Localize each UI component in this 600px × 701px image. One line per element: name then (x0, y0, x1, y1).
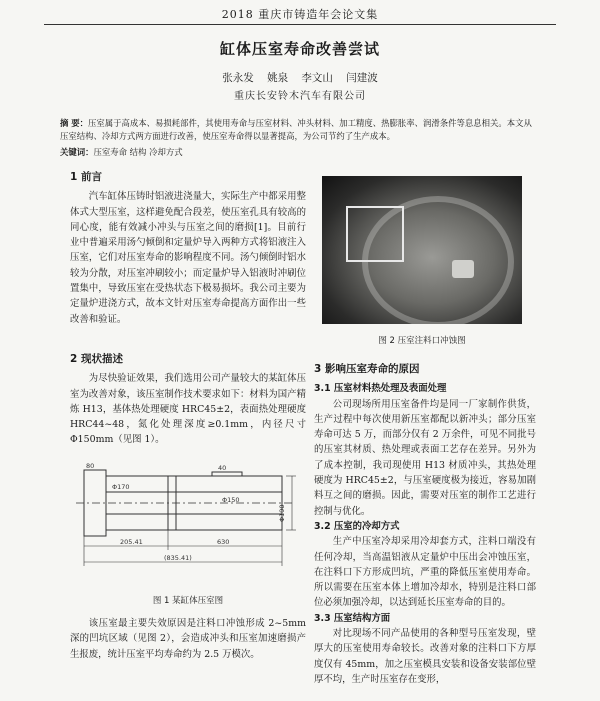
authors: 张永发 姚泉 李文山 闫建波 (222, 72, 378, 84)
section-2-cont (70, 616, 306, 662)
header-rule (44, 24, 556, 25)
section-heading: 3 影响压室寿命的原因 (314, 363, 420, 375)
dim-label: Φ150 (222, 496, 240, 504)
keywords-text: 压室寿命 结构 冷却方式 (93, 147, 183, 157)
section-paragraph: 对比现场不同产品使用的各种型号压室发现，壁厚大的压室使用寿命较长。改善对象的注料口下方厚度仅有 45mm，加之压室模具安装和设备安装部位壁厚不均，生产时压室存在变形， (314, 628, 536, 685)
section-paragraph: 生产中压室冷却采用冷却套方式，注料口端没有任何冷却，当高温铝液从定量炉中压出会冲蚀压室，在注料口下方形成凹坑，严重的降低压室使用寿命。所以需要在压室本体上增加冷却水，特别是注料口部位必须加强冷却，以达到延长压室寿命的目的。 (314, 536, 536, 609)
abstract-text: 压室属于高成本、易损耗部件，其使用寿命与压室材料、冲头材料、加工精度、热膨胀率、润滑条件等息息相关。本文从压室结构、冷却方式两方面进行改善，使压室寿命得以显著提高，为公司节约了生产成本。 (60, 118, 532, 141)
figure-2-photo (322, 176, 522, 324)
section-paragraph: 该压室最主要失效原因是注料口冲蚀形成 2~5mm 深的凹坑区域（见图 2），会造成冲头和压室加速磨损产生报废，统计压室平均寿命约为 2.5 万模次。 (70, 618, 306, 660)
section-paragraph: 公司现场所用压室备件均是同一厂家制作供货，生产过程中每次使用新压室都配以新冲头；部分压室寿命可达 5 万，而部分仅有 2 万余件，可见不同批号的压室其材质、热处理或表面工艺存在差异。另外为了成本控制，我司现使用 H13 材质冲头，其热处理硬度为 HRC45±2，与压室硬度极为接近，容易加剧料互之间的磨损。因此，需要对压室的制作工艺进行控制与优化。 (314, 398, 536, 517)
keywords (60, 146, 540, 158)
paper-title: 缸体压室寿命改善尝试 (219, 40, 380, 58)
figure-1-drawing (72, 462, 302, 582)
dim-label: 40 (218, 464, 227, 472)
subsection-heading: 3.1 压室材料热处理及表面处理 (314, 383, 447, 395)
dim-label: (835.41) (164, 554, 192, 562)
reflection-spot (452, 260, 474, 278)
dim-label: Φ190 (278, 504, 286, 522)
dim-label: 630 (217, 538, 230, 546)
dim-label: 80 (86, 462, 95, 470)
section-paragraph: 汽车缸体压铸时铝液进浇量大，实际生产中都采用整体式大型压室，这样避免配合段差，使压室孔具有较高的同心度，能有效减小冲头与压室之间的磨损[1]。目前行业中普遍采用汤勺倾倒和定量炉导入两种方式将铝液注入压室，它们对压室寿命的影响程度不同。汤勺倾倒时铝水较为分散，对压室冲刷较小；而定量炉导入铝液时冲刷位置集中，导致压室在受热状态下极易损坏。我公司主要为定量炉进浇方式，故本文针对压室寿命提高方面作出一些改善和验证。 (70, 191, 306, 325)
running-header: 2018 重庆市铸造年会论文集 (221, 8, 379, 21)
erosion-highlight-box (346, 206, 404, 262)
section-heading: 1 前言 (70, 171, 102, 183)
abstract-label: 摘 要： (60, 118, 89, 128)
dim-label: Φ170 (112, 483, 130, 491)
section-2 (70, 352, 306, 448)
section-3 (314, 362, 536, 687)
affiliation: 重庆长安铃木汽车有限公司 (234, 91, 366, 102)
abstract (60, 117, 540, 143)
section-paragraph: 为尽快验证效果，我们选用公司产量较大的某缸体压室为改善对象，该压室制作技术要求如下：材料为国产精炼 H13，基体热处理硬度 HRC45±2，表面热处理硬度 HRC44~48，氮化处理深度≥0.1mm，内径尺寸Φ150mm（见图 1）。 (70, 373, 306, 446)
figure-2-caption: 图 2 压室注料口冲蚀图 (378, 336, 466, 346)
keywords-label: 关键词： (60, 147, 94, 157)
subsection-heading: 3.3 压室结构方面 (314, 612, 391, 624)
dim-label: 205.41 (120, 538, 143, 546)
section-1 (70, 170, 306, 327)
figure-1-caption: 图 1 某缸体压室图 (152, 596, 224, 606)
section-heading: 2 现状描述 (70, 353, 123, 365)
subsection-heading: 3.2 压室的冷却方式 (314, 520, 400, 532)
